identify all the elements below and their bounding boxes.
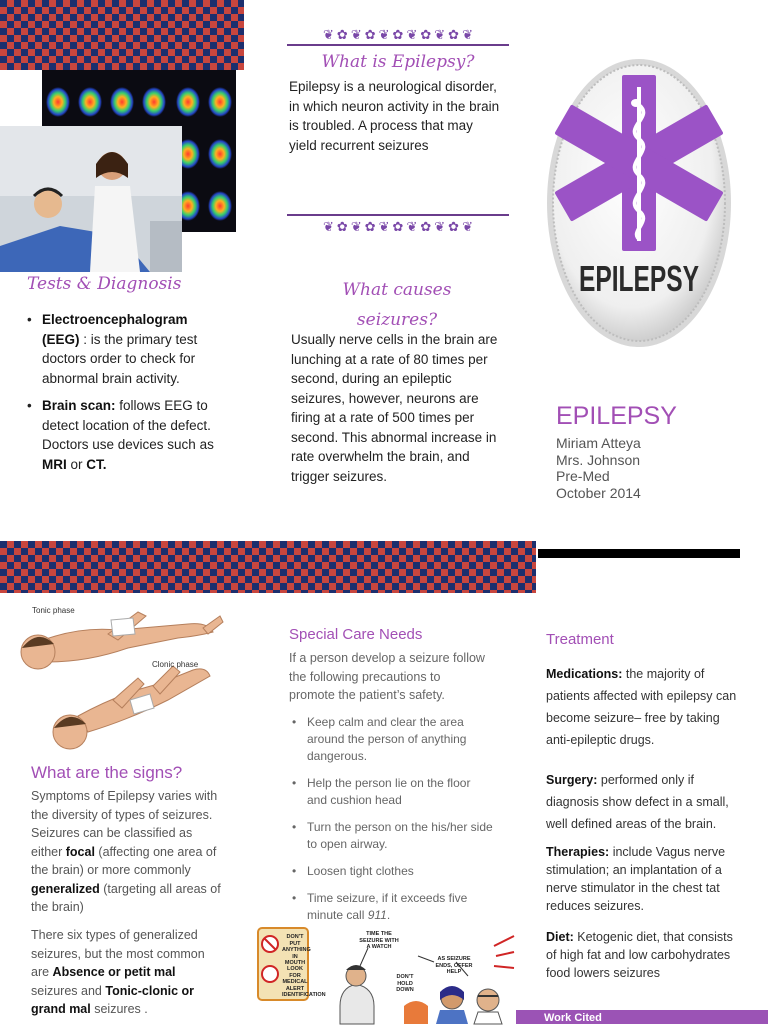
dont-hold-caption: DON'T HOLD DOWN (396, 974, 414, 993)
surgery-text: performed only if diagnosis show defect in a small, well defined areas of the brain. (546, 773, 729, 831)
list-item: • Turn the person on the his/her side to open airway. (289, 819, 493, 853)
treatment-heading: Treatment (546, 631, 614, 648)
therapies-text: include Vagus nerve stimulation; an implantation of a nerve stimulator in the chest tat reduces seizures. (546, 845, 726, 913)
tests-list (24, 310, 224, 482)
seizure-phases-illustration (18, 604, 228, 756)
what-causes-text: Usually nerve cells in the brain are lunching at a rate of 80 times per second, during an epileptic seizures, however, neurons are firing at a rate of 500 times per second. This abnormal increase in rate overwhelm the brain, and trigger seizures. (291, 332, 498, 484)
surgery-term: Surgery: (546, 773, 598, 787)
special-care-list (289, 714, 493, 932)
list-item: • Help the person lie on the floor and cushion head (289, 775, 493, 809)
absence-term: Absence or petit mal (52, 965, 176, 979)
ornament-divider-top: ❦ ✿ ❦ ✿ ❦ ✿ ❦ ✿ ❦ ✿ ❦ (287, 26, 509, 46)
treatment-diet (546, 928, 744, 982)
causes-heading-line1: What causes (342, 280, 452, 300)
signs-p1-b: (affecting one area of the brain) or more commonly (31, 844, 217, 877)
treatment-medications (546, 663, 742, 751)
eeg-term: Electroencephalogram (EEG) (42, 312, 188, 347)
list-item: • Keep calm and clear the area around the person of anything dangerous. (289, 714, 493, 765)
epilepsy-patch-logo (544, 55, 734, 351)
time-seizure-end: . (386, 908, 391, 922)
brain-scan-text: follows EEG to detect location of the defect. Doctors use devices such as (42, 398, 214, 452)
ct-term: CT. (86, 456, 107, 472)
medications-term: Medications: (546, 667, 623, 681)
tonic-phase-label: Tonic phase (32, 606, 75, 615)
focal-term: focal (65, 844, 95, 859)
generalized-term: generalized (31, 881, 100, 896)
mri-term: MRI (42, 456, 67, 472)
checker-band-middle (0, 541, 536, 593)
clonic-phase-label: Clonic phase (152, 660, 199, 669)
medications-text: the majority of patients affected with epilepsy can become seizure– free by taking anti-epileptic drugs. (546, 667, 737, 747)
list-item (24, 310, 224, 388)
what-causes-heading (287, 275, 507, 335)
diet-term: Diet: (546, 930, 574, 944)
list-item (289, 890, 493, 924)
black-divider-bar (538, 549, 740, 558)
what-is-epilepsy-text: Epilepsy is a neurological disorder, in which neuron activity in the brain is troubled. A process that may yield recurrent seizures (289, 79, 500, 153)
eeg-patient-photo (0, 126, 182, 272)
list-item (24, 396, 224, 474)
diet-text: Ketogenic diet, that consists of high fat and low carbohydrates food lowers seizures (546, 930, 733, 980)
signs-p1-a: Symptoms of Epilepsy varies with the diversity of types of seizures. Seizures can be classified as either (31, 789, 218, 859)
course-name: Pre-Med (556, 468, 610, 484)
signs-paragraph-2 (31, 926, 221, 1019)
signs-p1-c: (targeting all areas of the brain) (31, 881, 221, 914)
signs-p2-a: There six types of generalized seizures, but the most common are (31, 928, 205, 979)
offer-help-caption: AS SEIZURE ENDS, OFFER HELP (435, 956, 473, 975)
warning-medical-alert-text: LOOK FOR MEDICAL ALERT IDENTIFICATION (282, 966, 326, 998)
checker-band-top-left (0, 0, 244, 70)
list-item: • Loosen tight clothes (289, 863, 493, 880)
signs-p2-c: seizures . (90, 1002, 148, 1016)
cover-info (556, 435, 641, 501)
ornament-divider-middle: ❦ ✿ ❦ ✿ ❦ ✿ ❦ ✿ ❦ ✿ ❦ (287, 214, 509, 238)
tests-diagnosis-heading: Tests & Diagnosis (27, 274, 182, 294)
warning-mouth-text: DON'T PUT ANYTHING IN MOUTH (282, 934, 311, 966)
emergency-number: 911 (367, 908, 387, 922)
cover-date: October 2014 (556, 484, 641, 501)
or-text: or (66, 456, 87, 472)
teacher-name: Mrs. Johnson (556, 451, 641, 468)
special-care-heading: Special Care Needs (289, 626, 423, 643)
signs-p2-b: seizures and (31, 983, 106, 998)
causes-heading-line2: seizures? (356, 310, 438, 330)
brain-scan-term: Brain scan: (42, 398, 116, 413)
treatment-therapies (546, 843, 742, 915)
patch-text: EPILEPSY (579, 258, 699, 299)
work-cited-label: Work Cited (544, 1012, 602, 1024)
therapies-term: Therapies: (546, 845, 610, 859)
treatment-surgery (546, 769, 742, 835)
time-seizure-text: Time seizure, if it exceeds five minute call (307, 891, 468, 922)
special-care-intro: If a person develop a seizure follow the following precautions to promote the patient’s safety. (289, 651, 485, 702)
tonic-clonic-term: Tonic-clonic or grand mal (31, 983, 195, 1016)
work-cited-bar (516, 1010, 768, 1024)
seizure-first-aid-cartoon (256, 926, 514, 1024)
what-is-epilepsy-heading: What is Epilepsy? (321, 52, 475, 72)
time-seizure-caption: TIME THE SEIZURE WITH A WATCH (359, 931, 399, 950)
cover-title: EPILEPSY (556, 402, 677, 430)
signs-heading: What are the signs? (31, 763, 183, 782)
author-name: Miriam Atteya (556, 435, 641, 451)
signs-paragraph-1 (31, 787, 221, 917)
eeg-text: : is the primary test doctors order to check for abnormal brain activity. (42, 331, 198, 386)
